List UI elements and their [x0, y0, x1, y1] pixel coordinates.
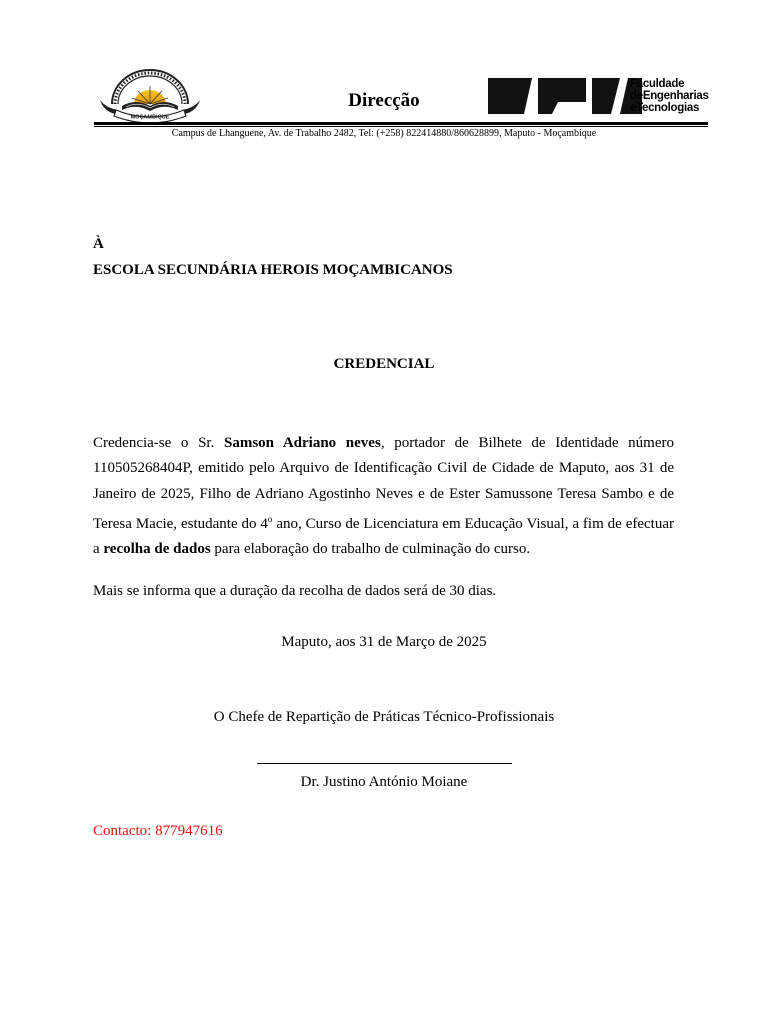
student-name: Samson Adriano neves [223, 435, 381, 451]
place-date: Maputo, aos 31 de Março de 2025 [281, 634, 487, 650]
faculty-name [630, 78, 709, 114]
faculty-name-line2: deEngenharias [630, 90, 709, 102]
header-rule [94, 122, 708, 125]
header-rule-thin [94, 126, 708, 127]
ordinal-superscript: o [267, 513, 273, 524]
seal-ribbon-text: MOÇAMBIQUE [130, 114, 170, 121]
addressee-school: ESCOLA SECUNDÁRIA HEROIS MOÇAMBICANOS [93, 262, 453, 278]
header-address: Campus de Lhanguene, Av. de Trabalho 2482, Tel: (+258) 822414880/860628899, Maputo - Moçambique [171, 128, 597, 139]
body-text-start: Credencia-se o Sr. [93, 435, 224, 451]
signatory-role: O Chefe de Repartição de Práticas Técnico-Profissionais [213, 709, 555, 725]
header-title: Direcção [348, 90, 420, 111]
contact-info: Contacto: 877947616 [93, 823, 223, 839]
body-text-middle: , portador de Bilhete de Identidade número 110505268404P, emitido pelo Arquivo de Identificação Civil de Cidade de Maputo, aos 31 de Janeiro de 2025, Filho de Adriano Agostinho Neves e de Ester Samussone Teresa Sambo e de Teresa Macie, estudante do 4 [93, 435, 675, 532]
addressee-block [93, 231, 453, 283]
addressee-line1: À [93, 236, 104, 252]
faculty-name-line1: Faculdade [630, 78, 685, 90]
body-text-course: ano, Curso de Licenciatura em Educação Visual, a fim de efectuar a [93, 515, 675, 558]
duration-paragraph: Mais se informa que a duração da recolha de dados será de 30 dias. [93, 583, 497, 599]
signatory-name: Dr. Justino António Moiane [300, 774, 468, 790]
document-title: CREDENCIAL [333, 356, 435, 372]
faculty-name-line3: eTecnologias [630, 102, 700, 114]
credential-paragraph [93, 431, 674, 562]
signature-line [257, 763, 512, 764]
body-text-end: para elaboração do trabalho de culminação do curso. [210, 541, 531, 558]
faculty-logo [488, 76, 718, 118]
emphasis-data-collection: recolha de dados [103, 541, 211, 558]
